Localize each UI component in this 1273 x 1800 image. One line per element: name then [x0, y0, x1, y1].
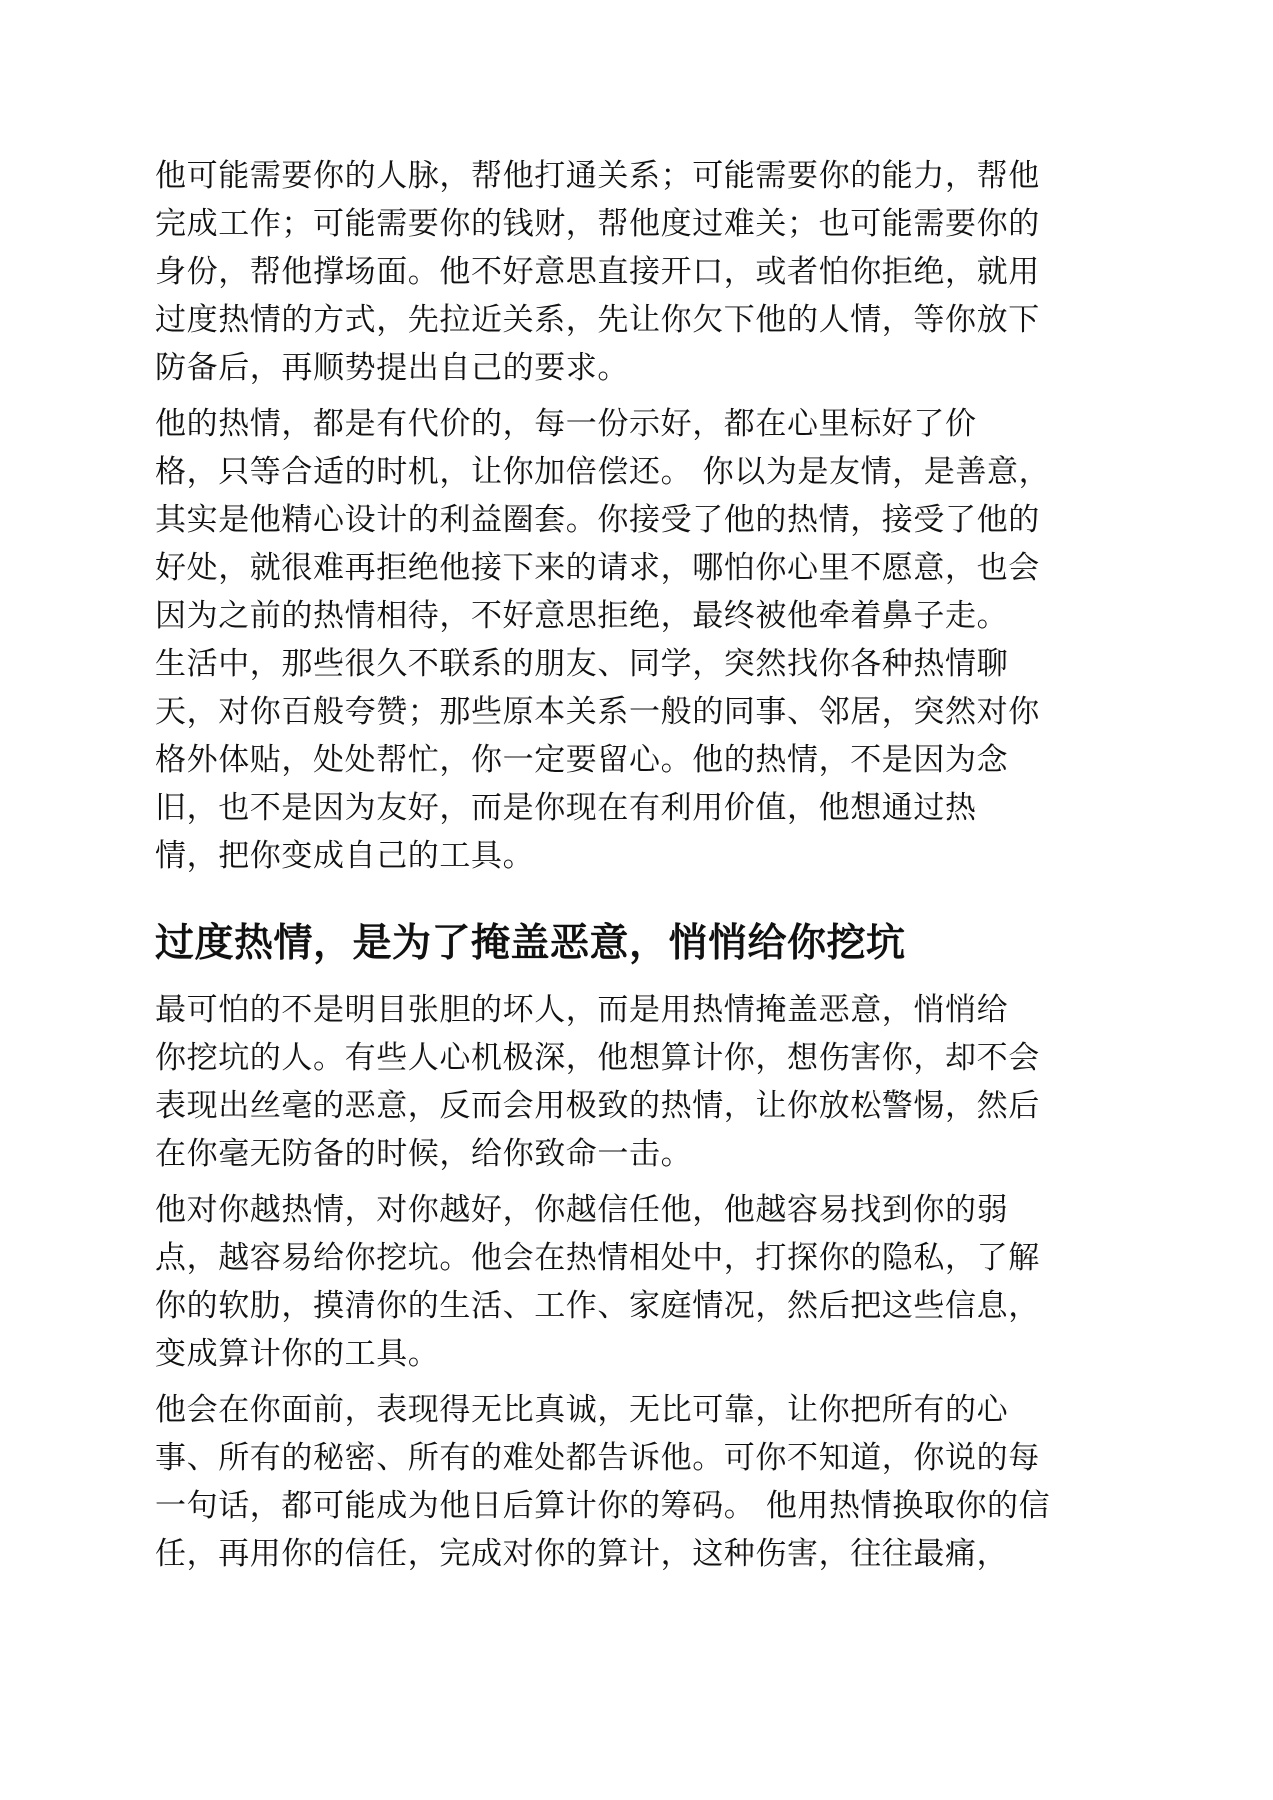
text-line: 你挖坑的人。有些人心机极深，他想算计你，想伤害你，却不会 [155, 1040, 1040, 1076]
paragraph-5 [155, 1186, 1120, 1378]
text-line: 防备后，再顺势提出自己的要求。 [155, 350, 629, 386]
text-line: 他会在你面前，表现得无比真诚，无比可靠，让你把所有的心 [155, 1392, 1009, 1428]
section-heading: 过度热情，是为了掩盖恶意，悄悄给你挖坑 [155, 921, 906, 966]
text-line: 你的软肋，摸清你的生活、工作、家庭情况，然后把这些信息， [155, 1288, 1040, 1324]
paragraph-2 [155, 400, 1120, 640]
text-line: 格外体贴，处处帮忙，你一定要留心。他的热情，不是因为念 [155, 742, 1009, 778]
text-line: 天，对你百般夸赞；那些原本关系一般的同事、邻居，突然对你 [155, 694, 1040, 730]
paragraph-3 [155, 640, 1120, 880]
paragraph-1 [155, 152, 1120, 392]
text-line: 任，再用你的信任，完成对你的算计，这种伤害，往往最痛， [155, 1536, 1009, 1572]
text-line: 表现出丝毫的恶意，反而会用极致的热情，让你放松警惕，然后 [155, 1088, 1040, 1124]
text-line: 事、所有的秘密、所有的难处都告诉他。可你不知道，你说的每 [155, 1440, 1040, 1476]
text-line: 格，只等合适的时机，让你加倍偿还。 你以为是友情，是善意， [155, 454, 1051, 490]
text-line: 情，把你变成自己的工具。 [155, 838, 535, 874]
document-body [155, 152, 1120, 1586]
paragraph-4 [155, 986, 1120, 1178]
text-line: 好处，就很难再拒绝他接下来的请求，哪怕你心里不愿意，也会 [155, 550, 1040, 586]
text-line: 在你毫无防备的时候，给你致命一击。 [155, 1136, 693, 1172]
text-line: 完成工作；可能需要你的钱财，帮他度过难关；也可能需要你的 [155, 206, 1040, 242]
text-line: 因为之前的热情相待，不好意思拒绝，最终被他牵着鼻子走。 [155, 598, 1009, 634]
text-line: 变成算计你的工具。 [155, 1336, 440, 1372]
text-line: 其实是他精心设计的利益圈套。你接受了他的热情，接受了他的 [155, 502, 1040, 538]
text-line: 他可能需要你的人脉，帮他打通关系；可能需要你的能力，帮他 [155, 158, 1040, 194]
text-line: 过度热情的方式，先拉近关系，先让你欠下他的人情，等你放下 [155, 302, 1040, 338]
text-line: 点，越容易给你挖坑。他会在热情相处中，打探你的隐私，了解 [155, 1240, 1040, 1276]
text-line: 生活中，那些很久不联系的朋友、同学，突然找你各种热情聊 [155, 646, 1009, 682]
paragraph-6 [155, 1386, 1120, 1578]
text-line: 最可怕的不是明目张胆的坏人，而是用热情掩盖恶意，悄悄给 [155, 992, 1009, 1028]
text-line: 旧，也不是因为友好，而是你现在有利用价值，他想通过热 [155, 790, 977, 826]
text-line: 一句话，都可能成为他日后算计你的筹码。 他用热情换取你的信 [155, 1488, 1051, 1524]
text-line: 身份，帮他撑场面。他不好意思直接开口，或者怕你拒绝，就用 [155, 254, 1040, 290]
text-line: 他对你越热情，对你越好，你越信任他，他越容易找到你的弱 [155, 1192, 1009, 1228]
text-line: 他的热情，都是有代价的，每一份示好，都在心里标好了价 [155, 406, 977, 442]
